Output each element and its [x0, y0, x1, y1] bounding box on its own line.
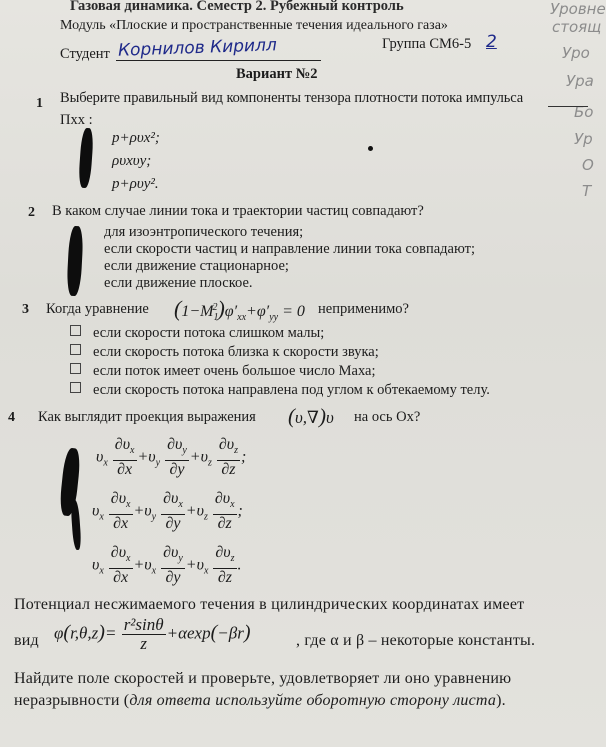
student-name-handwritten: Корнилов Кирилл: [117, 35, 278, 61]
option-formula[interactable]: $\upsilon_x$ $\frac{\partial\upsilon_x}{\partial x}$ $+\upsilon_y$ $\frac{\partial\upsilon_x}{\partial y}$ $+\upsilon_z$ $\frac{\partial\upsilon_x}{\partial z}$ ;: [92, 490, 243, 533]
q3-equation: $(1-M_1^2)\varphi'_{xx}+\varphi'_{yy} = 0$: [174, 296, 305, 324]
side-note: стоящ: [552, 18, 602, 36]
variant-label: Вариант №2: [236, 66, 318, 82]
option[interactable]: если скорости потока слишком малы;: [70, 325, 324, 342]
answer-mark: [66, 226, 84, 297]
side-note: Уровне: [550, 0, 606, 18]
side-note: Т: [582, 182, 592, 200]
question-text-tensor: Пxx :: [60, 112, 93, 128]
exam-title: Газовая динамика. Семестр 2. Рубежный контроль: [70, 0, 404, 14]
side-note: Бо: [574, 103, 594, 121]
question-number: 3: [22, 302, 29, 317]
checkbox[interactable]: [70, 344, 81, 355]
side-note: Ура: [566, 72, 594, 90]
option[interactable]: если движение плоское.: [104, 275, 253, 291]
answer-mark: [70, 500, 81, 550]
question-number: 1: [36, 96, 43, 111]
q1-answer-line: [548, 106, 588, 107]
option-formula[interactable]: $\upsilon_x$ $\frac{\partial\upsilon_x}{\partial x}$ $+\upsilon_y$ $\frac{\partial\upsilon_y}{\partial y}$ $+\upsilon_z$ $\frac{\partial\upsilon_z}{\partial z}$ ;: [96, 436, 247, 479]
task-text: Потенциал несжимаемого течения в цилиндрических координатах имеет: [14, 596, 525, 613]
side-note: Ур: [574, 130, 593, 148]
option[interactable]: если движение стационарное;: [104, 258, 289, 274]
question-number: 2: [28, 205, 35, 220]
option[interactable]: если скорость потока направлена под углом к обтекаемому телу.: [70, 382, 490, 399]
module-title: Модуль «Плоские и пространственные течения идеального газа»: [60, 18, 448, 33]
option[interactable]: для изоэнтропического течения;: [104, 224, 304, 240]
checkbox[interactable]: [70, 382, 81, 393]
task-potential-formula: φ(r,θ,z)= $\frac{\text{r²sinθ}}{z}$ +αexp(−βr): [54, 615, 251, 653]
option[interactable]: если поток имеет очень большое число Маха;: [70, 363, 376, 380]
task-text-end: , где α и β – некоторые константы.: [296, 632, 536, 649]
checkbox[interactable]: [70, 363, 81, 374]
task-text: Найдите поле скоростей и проверьте, удовлетворяет ли оно уравнению: [14, 670, 512, 687]
question-number: 4: [8, 410, 15, 425]
task-text: неразрывности (для ответа используйте оборотную сторону листа).: [14, 692, 506, 709]
option-formula[interactable]: ρυxυy;: [112, 153, 152, 169]
q4-expression: (υ,∇)υ: [288, 404, 334, 428]
question-text: В каком случае линии тока и траектории частиц совпадают?: [52, 203, 424, 219]
side-note: О: [582, 156, 594, 174]
answer-mark: [78, 128, 94, 189]
ink-dot: [368, 146, 373, 151]
option-formula[interactable]: $\upsilon_x$ $\frac{\partial\upsilon_x}{\partial x}$ $+\upsilon_x$ $\frac{\partial\upsilon_y}{\partial y}$ $+\upsilon_x$ $\frac{\partial\upsilon_z}{\partial z}$ .: [92, 544, 242, 587]
group-label: Группа СМ6-5: [382, 36, 472, 52]
question-text-start: Как выглядит проекция выражения: [38, 409, 256, 425]
option-formula[interactable]: p+ρυx²;: [112, 130, 160, 146]
question-text-end: неприменимо?: [318, 301, 409, 317]
task-text-start: вид: [14, 632, 39, 649]
student-name-line: [116, 60, 321, 61]
question-text-start: Когда уравнение: [46, 301, 149, 317]
side-note: Уро: [562, 44, 590, 62]
option[interactable]: если скорости частиц и направление линии тока совпадают;: [104, 241, 475, 257]
option[interactable]: если скорость потока близка к скорости звука;: [70, 344, 379, 361]
question-text: Выберите правильный вид компоненты тензора плотности потока импульса: [60, 90, 524, 106]
group-number-handwritten: 2: [486, 32, 497, 52]
option-formula[interactable]: p+ρυy².: [112, 176, 159, 192]
student-label: Студент: [60, 46, 110, 62]
question-text-end: на ось Ox?: [354, 409, 421, 425]
checkbox[interactable]: [70, 325, 81, 336]
